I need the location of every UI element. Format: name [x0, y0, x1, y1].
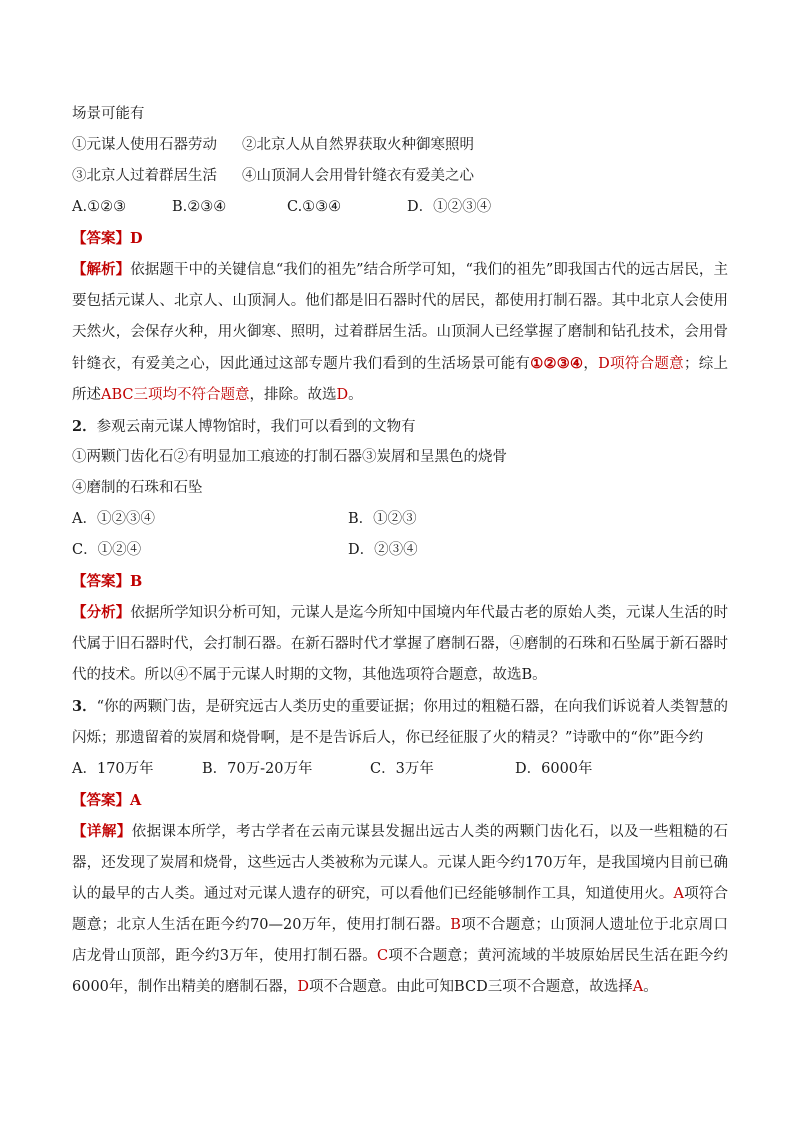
- q1-answer-label: 【答案】: [72, 230, 130, 247]
- q1-statement-4: ④山顶洞人会用骨针缝衣有爱美之心: [242, 168, 474, 184]
- q1-options: [72, 192, 728, 223]
- q2-number: 2．: [72, 418, 97, 435]
- q1-statement-1: ①元谋人使用石器劳动: [72, 137, 217, 153]
- q1-analysis-highlight: ABC三项均不符合题意: [101, 387, 250, 403]
- q3-analysis-highlight: A: [673, 886, 684, 902]
- q2-answer-label: 【答案】: [72, 573, 130, 590]
- q3-analysis-highlight: C: [377, 948, 389, 964]
- q1-option-c: C.①③④: [287, 199, 342, 215]
- q1-analysis-text: 依据题干中的关键信息“我们的祖先”结合所学可知，“我们的祖先”即我国古代的远古居民，主要包括元谋人、北京人、山顶洞人。他们都是旧石器时代的居民，都使用打制石器。其中北京人会使用天然火，会保存火种，用火御寒、照明，过着群居生活。山顶洞人已经掌握了磨制和钻孔技术，会用骨针缝衣，有爱美之心，因此通过这部专题片我们看到的生活场景可能有: [72, 262, 728, 372]
- q1-analysis-highlight: ①②③④: [530, 355, 584, 372]
- q2-statements-line-2: ④磨制的石珠和石坠: [72, 480, 203, 496]
- q1-statement-2: ②北京人从自然界获取火种御寒照明: [242, 137, 474, 153]
- q1-analysis-label: 【解析】: [72, 261, 131, 278]
- q2-analysis-label: 【分析】: [72, 604, 131, 621]
- q1-statement-3: ③北京人过着群居生活: [72, 168, 217, 184]
- q1-statements-row-2: [72, 161, 728, 192]
- q3-analysis-text: 。: [643, 979, 658, 995]
- q1-analysis-text: ；综上所述: [72, 356, 728, 403]
- q3-analysis: [72, 816, 728, 1003]
- q2-answer-value: B: [130, 573, 143, 590]
- q1-option-a: A.①②③: [72, 199, 127, 215]
- q1-analysis-highlight: D: [336, 387, 349, 403]
- q3-option-b: B．70万-20万年: [202, 761, 313, 777]
- q3-option-d: D．6000年: [515, 761, 593, 777]
- q3-option-a: A．170万年: [72, 761, 154, 777]
- q2-analysis-text: 。: [532, 667, 547, 683]
- q3-answer-label: 【答案】: [72, 792, 130, 809]
- q2-options-row-1: [72, 504, 728, 535]
- q3-analysis-text: 项不合题意；山顶洞人遗址位于北京周口店龙骨山顶部，距今约3万年，使用打制石器。: [72, 917, 728, 964]
- q2-option-c: C．①②④: [72, 542, 142, 558]
- q3-analysis-text: 项不合题意；黄河流域的半坡原始居民生活在距今约6000年，制作出精美的磨制石器，: [72, 948, 728, 995]
- q3-stem: [72, 691, 728, 754]
- q2-statements-line-1: ①两颗门齿化石②有明显加工痕迹的打制石器③炭屑和呈黑色的烧骨: [72, 449, 507, 465]
- q1-analysis-text: 。: [348, 387, 363, 403]
- q1-analysis: [72, 254, 728, 411]
- q3-answer-value: A: [130, 792, 142, 809]
- q1-stem-tail: 场景可能有: [72, 106, 145, 122]
- q3-stem-text: “你的两颗门齿，是研究远古人类历史的重要证据；你用过的粗糙石器，在向我们诉说着人类智慧的闪烁；那遗留着的炭屑和烧骨啊，是不是告诉后人，你已经征服了火的精灵？”诗歌中的“你”距今约: [72, 699, 728, 746]
- q1-analysis-text: ，排除。故选: [249, 387, 337, 403]
- q2-option-b: B．①②③: [348, 511, 417, 527]
- q3-analysis-text: 依据课本所学，考古学者在云南元谋县发掘出远古人类的两颗门齿化石，以及一些粗糙的石器，还发现了炭屑和烧骨，这些远古人类被称为元谋人。元谋人距今约170万年，是我国境内目前已确认的最早的古人类。通过对元谋人遗存的研究，可以看他们已经能够制作工具，知道使用火。: [72, 824, 729, 902]
- q3-options: [72, 754, 728, 785]
- q1-answer: [72, 223, 728, 254]
- q3-option-c: C．3万年: [370, 761, 434, 777]
- q2-analysis-text: 依据所学知识分析可知，元谋人是迄今所知中国境内年代最古老的原始人类，元谋人生活的时代属于旧石器时代，会打制石器。在新石器时代才掌握了磨制石器，④磨制的石珠和石坠属于新石器时代的技术。所以④不属于元谋人时期的文物，其他选项符合题意，故选: [72, 605, 729, 683]
- q1-analysis-highlight: D项符合题意: [598, 356, 684, 372]
- q3-analysis-highlight: A: [632, 979, 644, 995]
- q3-answer: [72, 785, 728, 816]
- q2-analysis: [72, 597, 728, 691]
- q2-stem-text: 参观云南元谋人博物馆时，我们可以看到的文物有: [96, 419, 416, 435]
- q1-statements-row-1: [72, 130, 728, 161]
- q2-option-d: D．②③④: [348, 542, 418, 558]
- q3-analysis-highlight: B: [450, 917, 461, 933]
- q1-option-b: B.②③④: [172, 199, 227, 215]
- q2-stem: [72, 411, 728, 442]
- q3-analysis-label: 【详解】: [72, 823, 132, 840]
- q2-options-row-2: [72, 535, 728, 566]
- q3-analysis-highlight: D: [297, 979, 310, 995]
- q3-number: 3．: [72, 698, 97, 715]
- q1-answer-value: D: [130, 230, 143, 247]
- q3-analysis-text: 项符合题意；北京人生活在距今约70—20万年，使用打制石器。: [72, 886, 728, 933]
- q2-analysis-text: B: [521, 667, 533, 683]
- q2-answer: [72, 566, 728, 597]
- q1-option-d: D．①②③④: [407, 199, 492, 215]
- q3-analysis-text: 项不合题意。由此可知BCD三项不合题意，故选择: [309, 979, 633, 995]
- q1-analysis-text: ，: [583, 356, 599, 372]
- q2-option-a: A．①②③④: [72, 511, 155, 527]
